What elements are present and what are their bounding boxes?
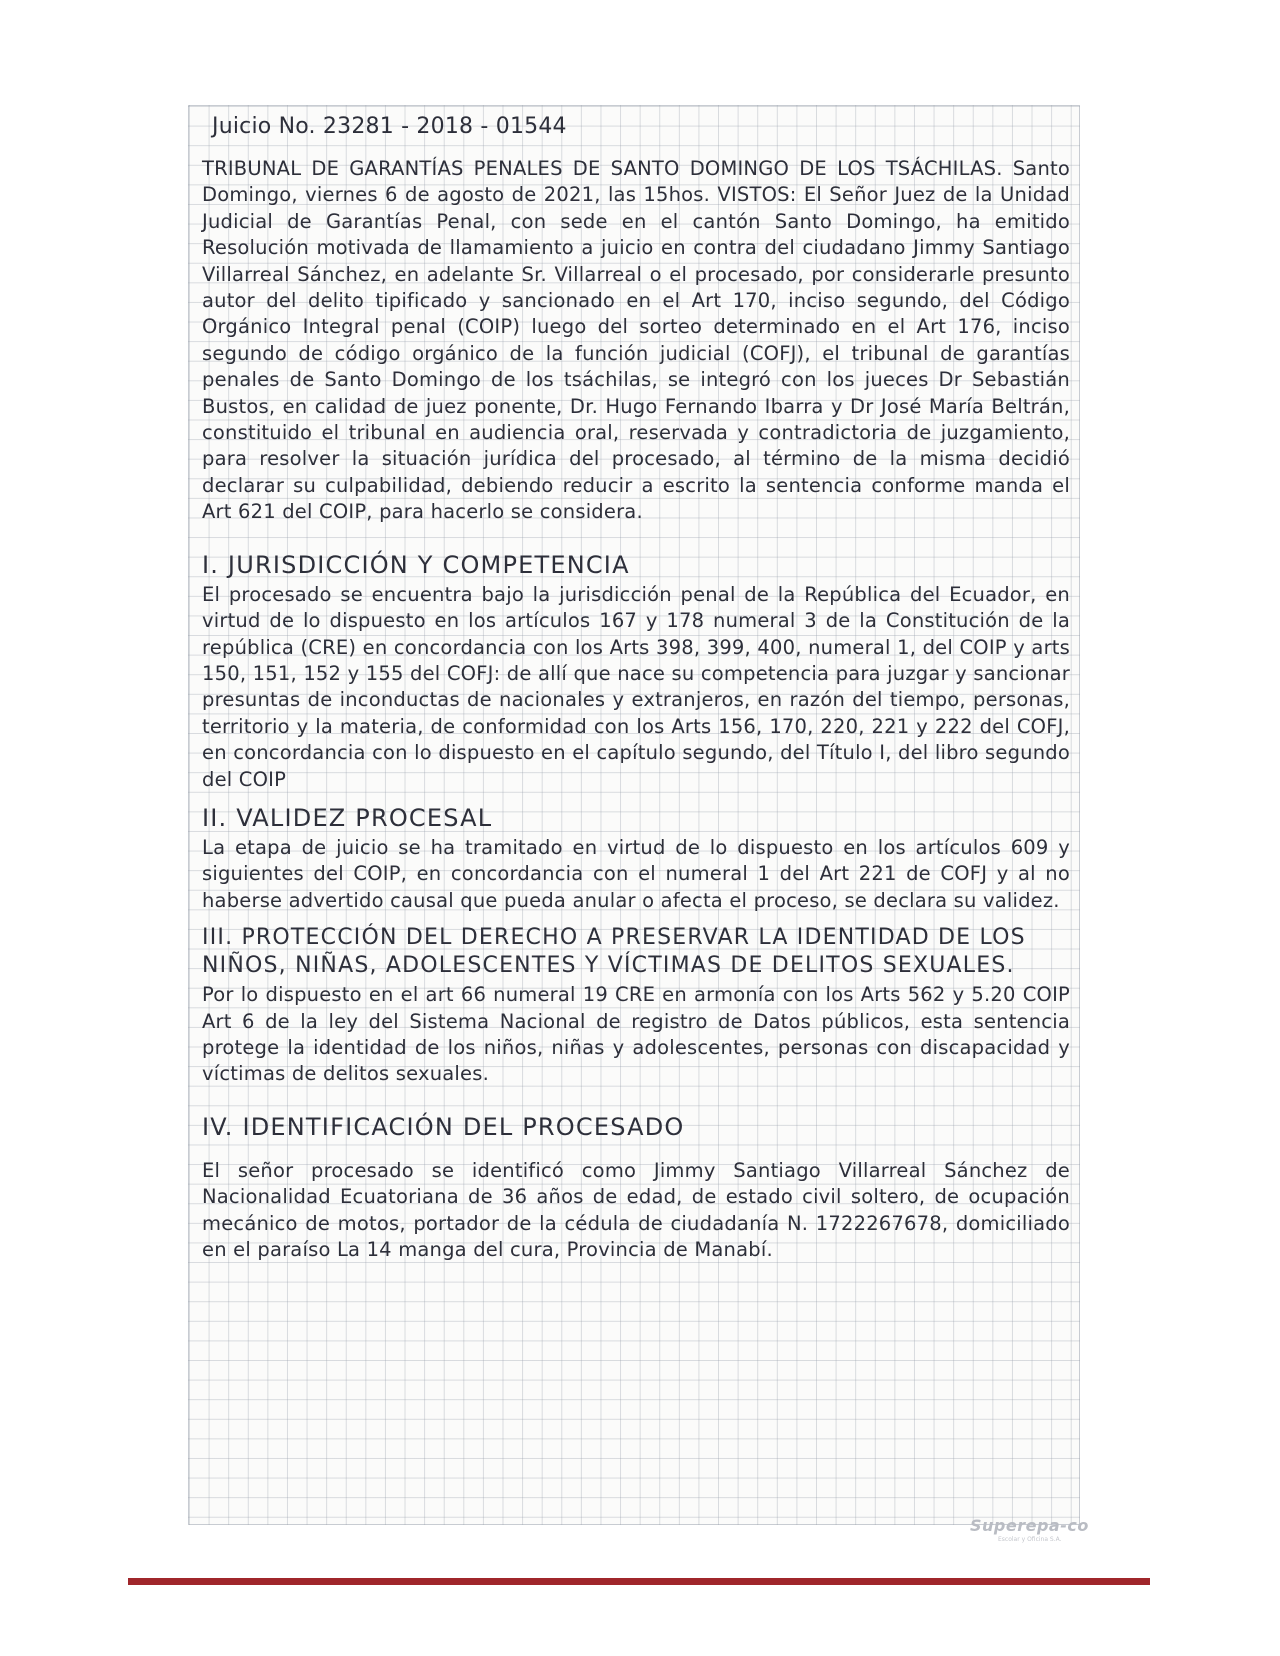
brand-subtitle: Escolar y Oficina S.A.	[998, 1536, 1062, 1543]
section-body-validez: La etapa de juicio se ha tramitado en virtud de lo dispuesto en los artículos 609 y siguientes del COIP, en concordancia con el numeral 1 del Art 221 de COFJ y al no haberse advertido causal que pueda anular o afecta el proceso, se declara su validez.	[202, 835, 1070, 912]
intro-paragraph: TRIBUNAL DE GARANTÍAS PENALES DE SANTO DOMINGO DE LOS TSÁCHILAS. Santo Domingo, viernes 6 de agosto de 2021, las 15hos. VISTOS: El Señor Juez de la Unidad Judicial de Garantías Penal, con sede en el cantón Santo Domingo, ha emitido Resolución motivada de llamamiento a juicio en contra del ciudadano Jimmy Santiago Villarreal Sánchez, en adelante Sr. Villarreal o el procesado, por considerarle presunto autor del delito tipificado y sancionado en el Art 170, inciso segundo, del Código Orgánico Integral penal (COIP) luego del sorteo determinado en el Art 176, inciso segundo de código orgánico de la función judicial (COFJ), el tribunal de garantías penales de Santo Domingo de los tsáchilas, se integró con los jueces Dr Sebastián Bustos, en calidad de juez ponente, Dr. Hugo Fernando Ibarra y Dr José María Beltrán, constituido el tribunal en audiencia oral, reservada y contradictoria de juzgamiento, para resolver la situación jurídica del procesado, al término de la misma decidió declarar su culpabilidad, debiendo reducir a escrito la sentencia conforme manda el Art 621 del COIP, para hacerlo se considera.	[202, 157, 1070, 524]
section-title-proteccion: III. PROTECCIÓN DEL DERECHO A PRESERVAR LA IDENTIDAD DE LOS NIÑOS, NIÑAS, ADOLESCENTES Y VÍCTIMAS DE DELITOS SEXUALES.	[202, 925, 1026, 979]
handwritten-text	[202, 112, 1070, 1263]
section-body-proteccion: Por lo dispuesto en el art 66 numeral 19 CRE en armonía con los Arts 562 y 5.20 COIP Art 6 de la ley del Sistema Nacional de registro de Datos públicos, esta sentencia protege la identidad de los niños, niñas y adolescentes, personas con discapacidad y víctimas de delitos sexuales.	[202, 983, 1070, 1086]
case-number: Juicio No. 23281 - 2018 - 01544	[212, 114, 567, 139]
section-body-jurisdiccion: El procesado se encuentra bajo la jurisdicción penal de la República del Ecuador, en virtud de lo dispuesto en los artículos 167 y 178 numeral 3 de la Constitución de la república (CRE) en concordancia con los Arts 398, 399, 400, numeral 1, del COIP y arts 150, 151, 152 y 155 del COFJ: de allí que nace su competencia para juzgar y sancionar presuntas de inconductas de nacionales y extranjeros, en razón del tiempo, personas, territorio y la materia, de conformidad con los Arts 156, 170, 220, 221 y 222 del COFJ, en concordancia con lo dispuesto en el capítulo segundo, del Título I, del libro segundo del COIP	[202, 582, 1070, 791]
binding-edge	[128, 1578, 1150, 1585]
section-title-validez: II. VALIDEZ PROCESAL	[202, 803, 493, 832]
section-body-identificacion: El señor procesado se identificó como Jimmy Santiago Villarreal Sánchez de Nacionalidad Ecuatoriana de 36 años de edad, de estado civil soltero, de ocupación mecánico de motos, portador de la cédula de ciudadanía N. 1722267678, domiciliado en el paraíso La 14 manga del cura, Provincia de Manabí.	[202, 1158, 1070, 1261]
section-title-identificacion: IV. IDENTIFICACIÓN DEL PROCESADO	[202, 1112, 685, 1141]
section-title-jurisdiccion: I. JURISDICCIÓN Y COMPETENCIA	[202, 550, 630, 579]
brand-logo: Superepa-co	[970, 1516, 1089, 1535]
